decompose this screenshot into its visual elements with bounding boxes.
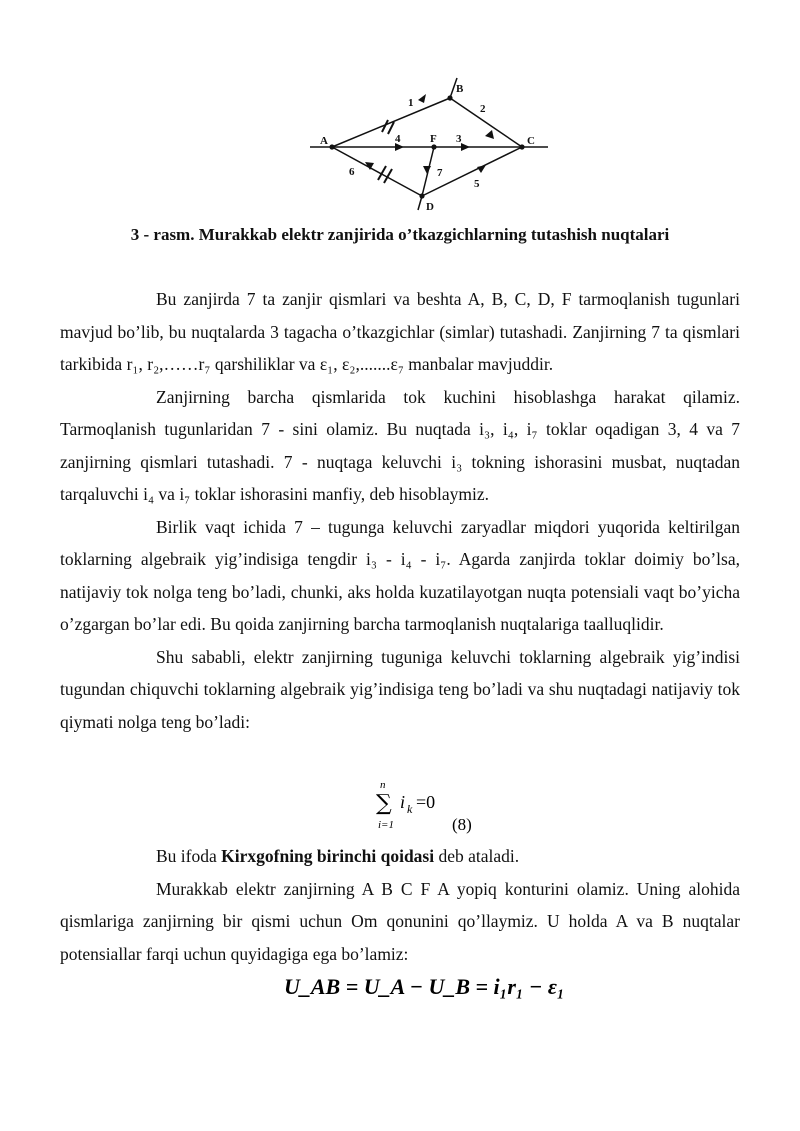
equation-8: [376, 778, 556, 838]
branch-6-wire: [332, 147, 422, 196]
paragraph-4: Shu sababli, elektr zanjirning tuguniga keluvchi toklarning algebraik yig’indisi tugundan chiquvchi toklarning algebraik yig’indisiga teng bo’ladi va shu nuqtadagi natijaviy tok qiymati nolga teng bo’ladi:: [60, 646, 740, 732]
figure-caption: 3 - rasm. Murakkab elektr zanjirida o’tkazgichlarning tutashish nuqtalari: [130, 225, 670, 244]
node-label-c: C: [527, 135, 535, 147]
equation-number: (8): [452, 815, 472, 834]
paragraph-3: Birlik vaqt ichida 7 – tugunga keluvchi zaryadlar miqdori yuqorida keltirilgan toklarning algebraik yig’indisiga tengdir i₃ - i₄ - i₇. Agarda zanjirda toklar doimiy bo’lsa, natijaviy tok nolga teng bo’ladi, chunki, aks holda kuzatilayotgan nuqta potensiali vaqt bo’yicha o’zgargan bo’lar edi. Bu qoida zanjirning barcha tarmoqlanish nuqtalariga taalluqlidir.: [60, 516, 740, 634]
branch-label-7: 7: [437, 167, 443, 179]
paragraph-2: Zanjirning barcha qismlarida tok kuchini hisoblashga harakat qilamiz. Tarmoqlanish tugunlaridan 7 - sini olamiz. Bu nuqtada i₃, i₄, i₇ toklar oqadigan 3, 4 va 7 zanjirning qismlari tutashadi. 7 - nuqtaga keluvchi i₃ tokning ishorasini musbat, nuqtadan tarqaluvchi i₄ va i₇ toklar ishorasini manfiy, deb hisoblaymiz.: [60, 386, 740, 504]
sum-lower-limit: i=1: [378, 819, 394, 831]
branch-label-6: 6: [349, 166, 355, 178]
sigma-symbol: ∑: [376, 791, 392, 816]
sum-body-subscript: k: [407, 802, 413, 816]
sum-body: i: [400, 792, 406, 812]
node-c-dot: [519, 144, 524, 149]
paragraph-1: Bu zanjirda 7 ta zanjir qismlari va beshta A, B, C, D, F tarmoqlanish tugunlari mavjud bo’lib, bu nuqtalarda 3 tagacha o’tkazgichlar (simlar) tutashadi. Zanjirning 7 ta qismlari tarkibida r₁, r₂,……r₇ qarshiliklar va ε₁, ε₂,.......ε₇ manbalar mavjuddir.: [60, 289, 740, 374]
body-text-lower: [60, 840, 740, 970]
node-d-dot: [419, 193, 424, 198]
body-text-upper: [60, 283, 740, 738]
node-label-f: F: [430, 133, 437, 145]
paragraph-5: Bu ifoda Kirxgofning birinchi qoidasi deb ataladi.: [156, 846, 520, 866]
equation-9-text: U_AB = U_A − U_B = i₁r₁ − ε₁: [284, 974, 565, 999]
node-a-dot: [329, 144, 334, 149]
sum-upper-limit: n: [380, 779, 386, 791]
branch-label-5: 5: [474, 178, 480, 190]
sum-rhs: =0: [416, 792, 436, 812]
paragraph-6: Murakkab elektr zanjirning A B C F A yopiq konturini olamiz. Uning alohida qismlariga zanjirning bir qismi uchun Om qonunini qo’llaymiz. U holda A va B nuqtalar potensiallar farqi uchun quyidagiga ega bo’lamiz:: [60, 878, 740, 964]
kirchhoff-rule-name: Kirxgofning birinchi qoidasi: [221, 846, 435, 866]
node-b-dot: [447, 95, 452, 100]
node-f-dot: [431, 144, 436, 149]
branch-label-4: 4: [395, 133, 401, 145]
node-label-b: B: [456, 83, 464, 95]
equation-9: [280, 968, 600, 1008]
branch-label-1: 1: [408, 97, 414, 109]
circuit-diagram: [300, 70, 560, 220]
branch-label-2: 2: [480, 103, 486, 115]
node-label-a: A: [320, 135, 328, 147]
node-label-d: D: [426, 201, 434, 213]
branch-label-3: 3: [456, 133, 462, 145]
